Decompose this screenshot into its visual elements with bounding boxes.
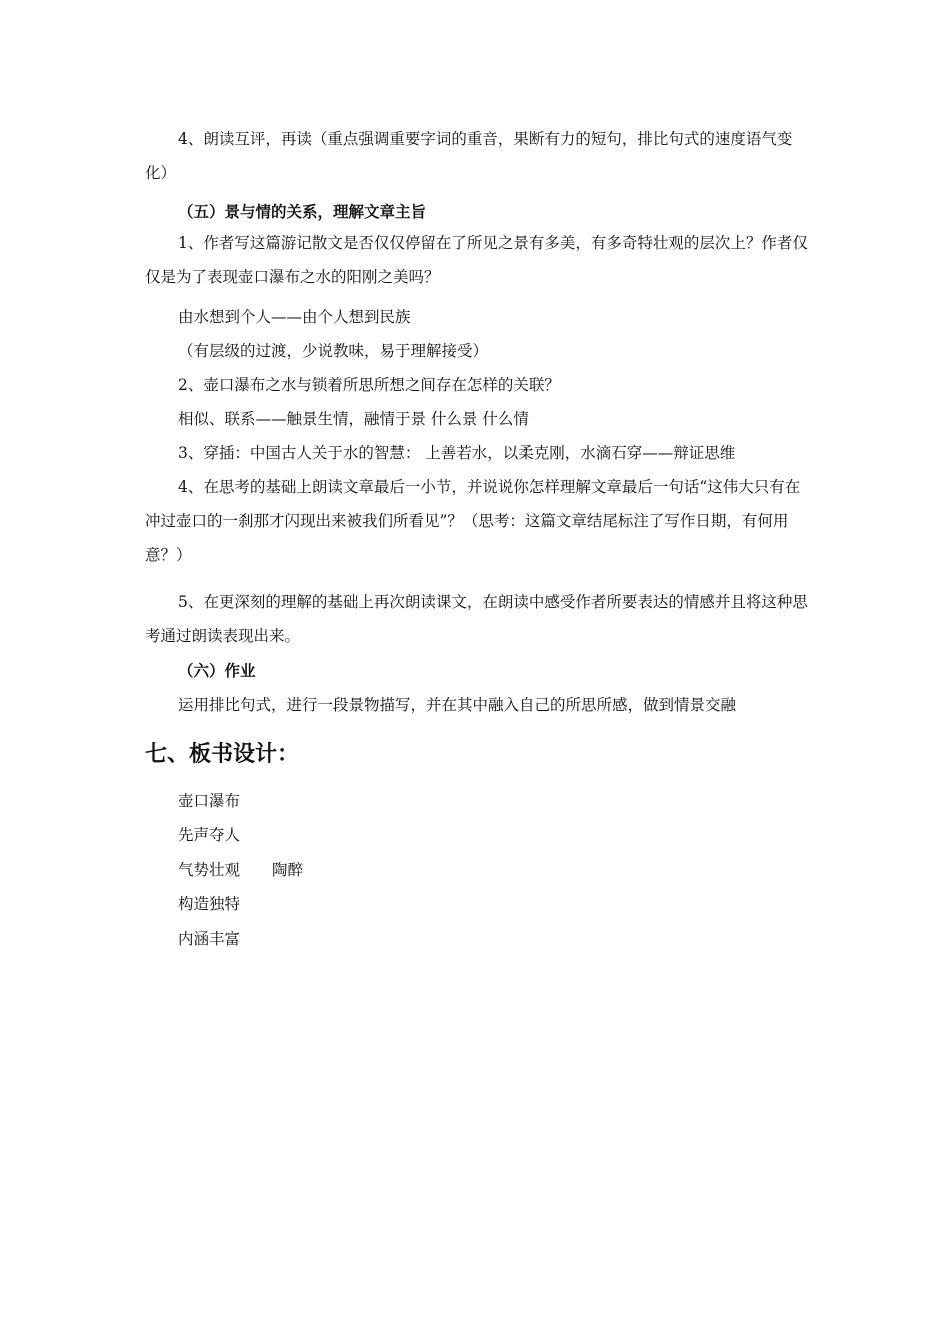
question-1-note: （有层级的过渡，少说教味，易于理解接受） bbox=[178, 342, 489, 360]
question-2-answer: 相似、联系——触景生情，融情于景 什么景 什么情 bbox=[178, 410, 529, 428]
paragraph-read-again: 4、朗读互评，再读（重点强调重要字词的重音，果断有力的短句，排比句式的速度语气变化） bbox=[145, 130, 793, 182]
board-line-3-right: 陶醉 bbox=[272, 861, 304, 879]
question-1-answer: 由水想到个人——由个人想到民族 bbox=[178, 308, 411, 326]
board-line-5: 内涵丰富 bbox=[178, 930, 241, 948]
question-3: 3、穿插：中国古人关于水的智慧： 上善若水，以柔克刚，水滴石穿——辩证思维 bbox=[178, 444, 736, 462]
section-five-title: （五）景与情的关系，理解文章主旨 bbox=[178, 202, 427, 221]
board-line-1: 壶口瀑布 bbox=[178, 792, 241, 810]
homework-text: 运用排比句式，进行一段景物描写，并在其中融入自己的所思所感，做到情景交融 bbox=[178, 696, 737, 714]
board-line-2: 先声夺人 bbox=[178, 826, 241, 844]
board-line-3 bbox=[178, 860, 303, 880]
question-4: 4、在思考的基础上朗读文章最后一小节，并说说你怎样理解文章最后一句话“这伟大只有在冲过壶口的一刹那才闪现出来被我们所看见”？（思考：这篇文章结尾标注了写作日期，有何用意？） bbox=[145, 478, 801, 564]
question-5: 5、在更深刻的理解的基础上再次朗读课文，在朗读中感受作者所要表达的情感并且将这种思考通过朗读表现出来。 bbox=[145, 593, 808, 645]
board-line-3-left: 气势壮观 bbox=[178, 861, 241, 879]
board-design-heading: 七、板书设计： bbox=[145, 741, 300, 767]
board-line-4: 构造独特 bbox=[178, 895, 241, 913]
question-1: 1、作者写这篇游记散文是否仅仅停留在了所见之景有多美，有多奇特壮观的层次上？作者仅仅是为了表现壶口瀑布之水的阳刚之美吗？ bbox=[145, 234, 808, 286]
question-2: 2、壶口瀑布之水与锁着所思所想之间存在怎样的关联？ bbox=[178, 376, 560, 394]
section-six-title: （六）作业 bbox=[178, 661, 256, 680]
